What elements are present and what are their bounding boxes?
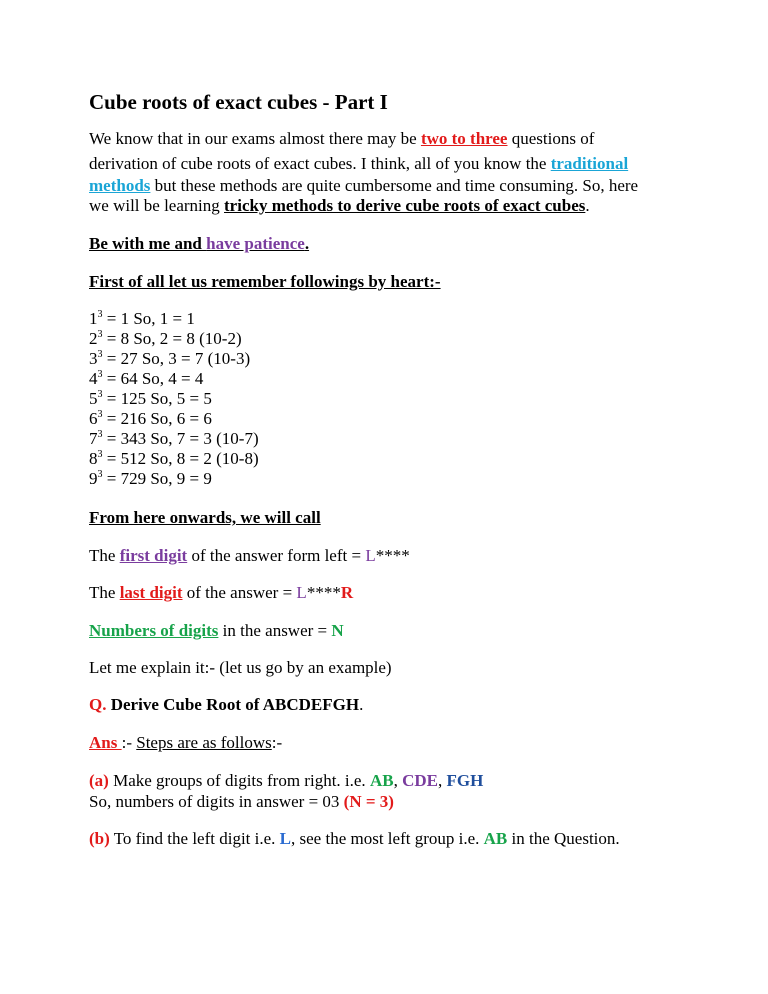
definition-first-digit: The first digit of the answer form left = L**** [89,546,410,565]
answer-line: Ans :- Steps are as follows:- [89,733,283,752]
highlight-two-to-three: two to three [420,129,508,148]
highlight-tricky-methods: tricky methods to derive cube roots of exact cubes [224,196,586,215]
step-b-line: (b) To find the left digit i.e. L, see the most left group i.e. AB in the Question. [89,829,620,848]
cube-line: $6^3 = 216$ So, 6 = 6 [89,409,212,428]
intro-line-2: derivation of cube roots of exact cubes. I think, all of you know the traditional [89,154,629,173]
page-title: Cube roots of exact cubes - Part I [89,90,388,114]
patience-line: Be with me and have patience. [89,234,310,253]
step-a-line-2: So, numbers of digits in answer = 03 (N = 3) [89,792,394,811]
intro-line-1: We know that in our exams almost there may be two to three questions of [89,129,595,148]
remember-heading: First of all let us remember followings by heart:- [89,272,441,291]
intro-line-4: we will be learning tricky methods to derive cube roots of exact cubes. [89,196,590,215]
highlight-have-patience: have patience [206,234,305,253]
definition-number-of-digits: Numbers of digits in the answer = N [89,621,344,640]
cube-line: $5^3 = 125$ So, 5 = 5 [89,389,212,408]
explain-line: Let me explain it:- (let us go by an example) [89,658,392,677]
step-a-line-1: (a) Make groups of digits from right. i.e. AB, CDE, FGH [89,771,484,790]
intro-line-3: methods but these methods are quite cumbersome and time consuming. So, here [89,176,639,195]
cube-line: $4^3 = 64$ So, 4 = 4 [89,369,204,388]
highlight-methods: methods [89,176,151,195]
cube-line: $7^3 = 343$ So, 7 = 3 (10-7) [89,429,259,448]
cube-line: $8^3 = 512$ So, 8 = 2 (10-8) [89,449,259,468]
cube-line: $2^3 = 8$ So, 2 = 8 (10-2) [89,329,242,348]
cube-line: $9^3 = 729$ So, 9 = 9 [89,469,212,488]
cube-line: $1^3 = 1$ So, 1 = 1 [89,309,195,328]
definition-last-digit: The last digit of the answer = L****R [89,583,354,602]
question-line: Q. Derive Cube Root of ABCDEFGH. [89,695,364,714]
highlight-traditional: traditional [550,154,629,173]
onwards-heading: From here onwards, we will call [89,508,321,527]
cube-line: $3^3 = 27$ So, 3 = 7 (10-3) [89,349,251,368]
